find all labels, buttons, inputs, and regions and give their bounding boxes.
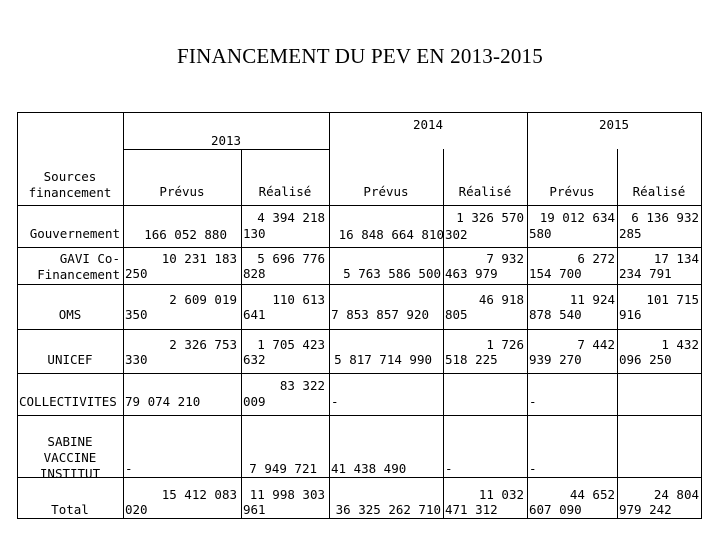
row-label-oms: OMS — [58, 307, 82, 322]
cell-prevus-2014: 41 438 490 — [331, 461, 407, 476]
realise-2013-header: Réalisé — [258, 184, 312, 199]
cell-realise-2014: 463 979 — [445, 266, 498, 281]
cell-prevus-2015: 580 — [529, 226, 552, 241]
row-divider — [17, 329, 701, 330]
cell-realise-2014: 471 312 — [445, 502, 498, 517]
cell-prevus-2015: 7 442 — [577, 337, 615, 352]
cell-realise-2014: - — [445, 461, 453, 476]
year-2013: 2013 — [210, 133, 242, 148]
cell-realise-2013: 009 — [243, 394, 266, 409]
col-divider — [527, 112, 528, 519]
row-label-sabine: SABINE VACCINE INSTITUT — [39, 434, 101, 481]
cell-realise-2013: 7 949 721 — [249, 461, 317, 476]
row-divider — [17, 373, 701, 374]
cell-realise-2014: 46 918 — [478, 292, 524, 307]
cell-realise-2013: 5 696 776 — [257, 251, 325, 266]
cell-realise-2014: 518 225 — [445, 352, 498, 367]
cell-prevus-2015: 878 540 — [529, 307, 582, 322]
cell-prevus-2013: 330 — [125, 352, 148, 367]
prevus-2013-header: Prévus — [159, 184, 205, 199]
cell-realise-2013: 1 705 423 — [257, 337, 325, 352]
prevus-2014-header: Prévus — [363, 184, 409, 199]
cell-realise-2015: 101 715 — [646, 292, 699, 307]
cell-prevus-2015: 6 272 — [577, 251, 615, 266]
header-divider-2013 — [123, 149, 329, 150]
row-label-unicef: UNICEF — [47, 352, 93, 367]
cell-realise-2014: 805 — [445, 307, 468, 322]
cell-realise-2015: 096 250 — [619, 352, 672, 367]
cell-realise-2015: 24 804 — [653, 487, 699, 502]
cell-realise-2013: 130 — [243, 226, 266, 241]
row-divider — [17, 284, 701, 285]
row-label-total: Total — [51, 502, 89, 517]
cell-prevus-2013: - — [125, 461, 133, 476]
cell-realise-2015: 916 — [619, 307, 642, 322]
row-label-gavi: GAVI Co- Financement — [37, 251, 120, 282]
cell-prevus-2015: - — [529, 394, 537, 409]
cell-prevus-2013: 250 — [125, 266, 148, 281]
table-border-top — [17, 112, 701, 113]
cell-prevus-2013: 10 231 183 — [161, 251, 237, 266]
cell-realise-2014: 302 — [445, 227, 468, 242]
cell-realise-2013: 11 998 303 — [249, 487, 325, 502]
row-label-gouvernement: Gouvernement — [29, 226, 120, 241]
cell-realise-2013: 83 322 — [279, 378, 325, 393]
cell-prevus-2015: 154 700 — [529, 266, 582, 281]
cell-prevus-2013: 166 052 880 — [144, 227, 227, 242]
cell-prevus-2014: 7 853 857 920 — [331, 307, 429, 322]
cell-realise-2013: 961 — [243, 502, 266, 517]
cell-prevus-2014: 36 325 262 710 — [335, 502, 441, 517]
row-divider — [17, 415, 701, 416]
col-divider — [123, 112, 124, 519]
cell-prevus-2013: 350 — [125, 307, 148, 322]
cell-realise-2015: 6 136 932 — [631, 210, 699, 225]
cell-prevus-2013: 2 609 019 — [169, 292, 237, 307]
prevus-2015-header: Prévus — [549, 184, 595, 199]
cell-realise-2015: 1 432 — [661, 337, 699, 352]
realise-2015-header: Réalisé — [632, 184, 686, 199]
cell-prevus-2015: 939 270 — [529, 352, 582, 367]
page-title: FINANCEMENT DU PEV EN 2013-2015 — [177, 44, 543, 68]
row-label-collectivites: COLLECTIVITES — [19, 394, 117, 409]
cell-realise-2014: 7 932 — [486, 251, 524, 266]
cell-realise-2015: 979 242 — [619, 502, 672, 517]
cell-prevus-2013: 2 326 753 — [169, 337, 237, 352]
table-border-right — [701, 112, 702, 519]
cell-realise-2013: 828 — [243, 266, 266, 281]
cell-prevus-2014: 5 817 714 990 — [334, 352, 432, 367]
cell-prevus-2013: 15 412 083 — [161, 487, 237, 502]
realise-2014-header: Réalisé — [458, 184, 512, 199]
cell-prevus-2014: 5 763 586 500 — [343, 266, 441, 281]
cell-prevus-2015: 44 652 — [569, 487, 615, 502]
year-2014: 2014 — [412, 117, 444, 132]
cell-prevus-2015: 607 090 — [529, 502, 582, 517]
col-divider — [617, 149, 618, 519]
year-2015: 2015 — [598, 117, 630, 132]
cell-realise-2014: 1 326 570 — [456, 210, 524, 225]
cell-realise-2014: 1 726 — [486, 337, 524, 352]
cell-prevus-2015: 19 012 634 — [539, 210, 615, 225]
cell-realise-2015: 285 — [619, 226, 642, 241]
cell-realise-2015: 234 791 — [619, 266, 672, 281]
cell-prevus-2015: - — [529, 461, 537, 476]
cell-realise-2013: 110 613 — [272, 292, 325, 307]
cell-prevus-2014: 16 848 664 810 — [338, 227, 444, 242]
cell-realise-2013: 4 394 218 — [257, 210, 325, 225]
cell-realise-2013: 632 — [243, 352, 266, 367]
cell-prevus-2015: 11 924 — [569, 292, 615, 307]
cell-realise-2014: 11 032 — [478, 487, 524, 502]
col-divider — [443, 149, 444, 519]
cell-prevus-2013: 020 — [125, 502, 148, 517]
table-border-bottom — [17, 518, 701, 519]
cell-prevus-2014: - — [331, 394, 339, 409]
header-bottom — [17, 205, 701, 206]
cell-realise-2013: 641 — [243, 307, 266, 322]
sources-header: Sources financement — [28, 169, 112, 200]
cell-prevus-2013: 79 074 210 — [125, 394, 201, 409]
cell-realise-2015: 17 134 — [653, 251, 699, 266]
row-divider — [17, 247, 701, 248]
